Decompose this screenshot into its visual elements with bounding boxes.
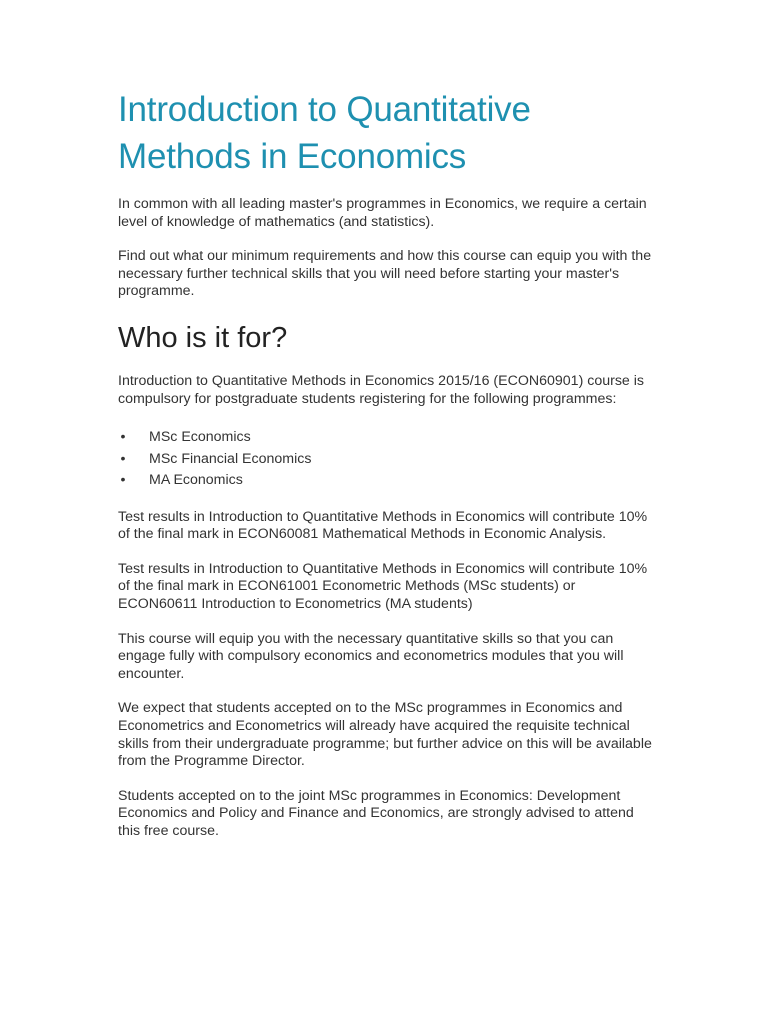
bullet-icon: • <box>120 450 126 467</box>
intro-paragraph-1: In common with all leading master's programmes in Economics, we require a certain level of knowledge of mathematics (and statistics). <box>118 196 647 230</box>
skills-paragraph: This course will equip you with the necessary quantitative skills so that you can engage fully with compulsory economics and econometrics modules that you will encounter. <box>118 630 624 682</box>
expectations-paragraph: We expect that students accepted on to the MSc programmes in Economics and Econometrics and Econometrics will already have acquired the requisite technical skills from their undergraduate programme; but further advice on this will be available from the Programme Director. <box>118 700 652 770</box>
page-title: Introduction to Quantitative Methods in Economics <box>118 90 531 176</box>
test-results-paragraph-2: Test results in Introduction to Quantitative Methods in Economics will contribute 10% of the final mark in ECON61001 Econometric Methods (MSc students) or ECON60611 Introduction to Econometrics (MA students) <box>118 560 648 613</box>
list-item <box>118 427 658 449</box>
programme-name: MA Economics <box>149 472 243 489</box>
who-lead-paragraph: Introduction to Quantitative Methods in Economics 2015/16 (ECON60901) course is compulsory for postgraduate students registering for the following programmes: <box>118 372 645 407</box>
programme-name: MSc Financial Economics <box>149 450 312 467</box>
intro-paragraph-2: Find out what our minimum requirements and how this course can equip you with the necessary further technical skills that you will need before starting your master's programme. <box>118 248 652 300</box>
joint-programmes-paragraph: Students accepted on to the joint MSc programmes in Economics: Development Economics and Policy and Finance and Economics, are strongly advised to attend this free course. <box>118 787 634 839</box>
section-heading-who: Who is it for? <box>118 321 288 354</box>
list-item <box>118 449 658 471</box>
bullet-icon: • <box>120 472 126 489</box>
test-results-paragraph-1: Test results in Introduction to Quantitative Methods in Economics will contribute 10% of the final mark in ECON60081 Mathematical Methods in Economic Analysis. <box>118 508 648 543</box>
document-page <box>118 86 658 841</box>
programme-list <box>118 427 658 492</box>
list-item <box>118 470 658 492</box>
programme-name: MSc Economics <box>149 429 251 446</box>
bullet-icon: • <box>120 429 126 446</box>
